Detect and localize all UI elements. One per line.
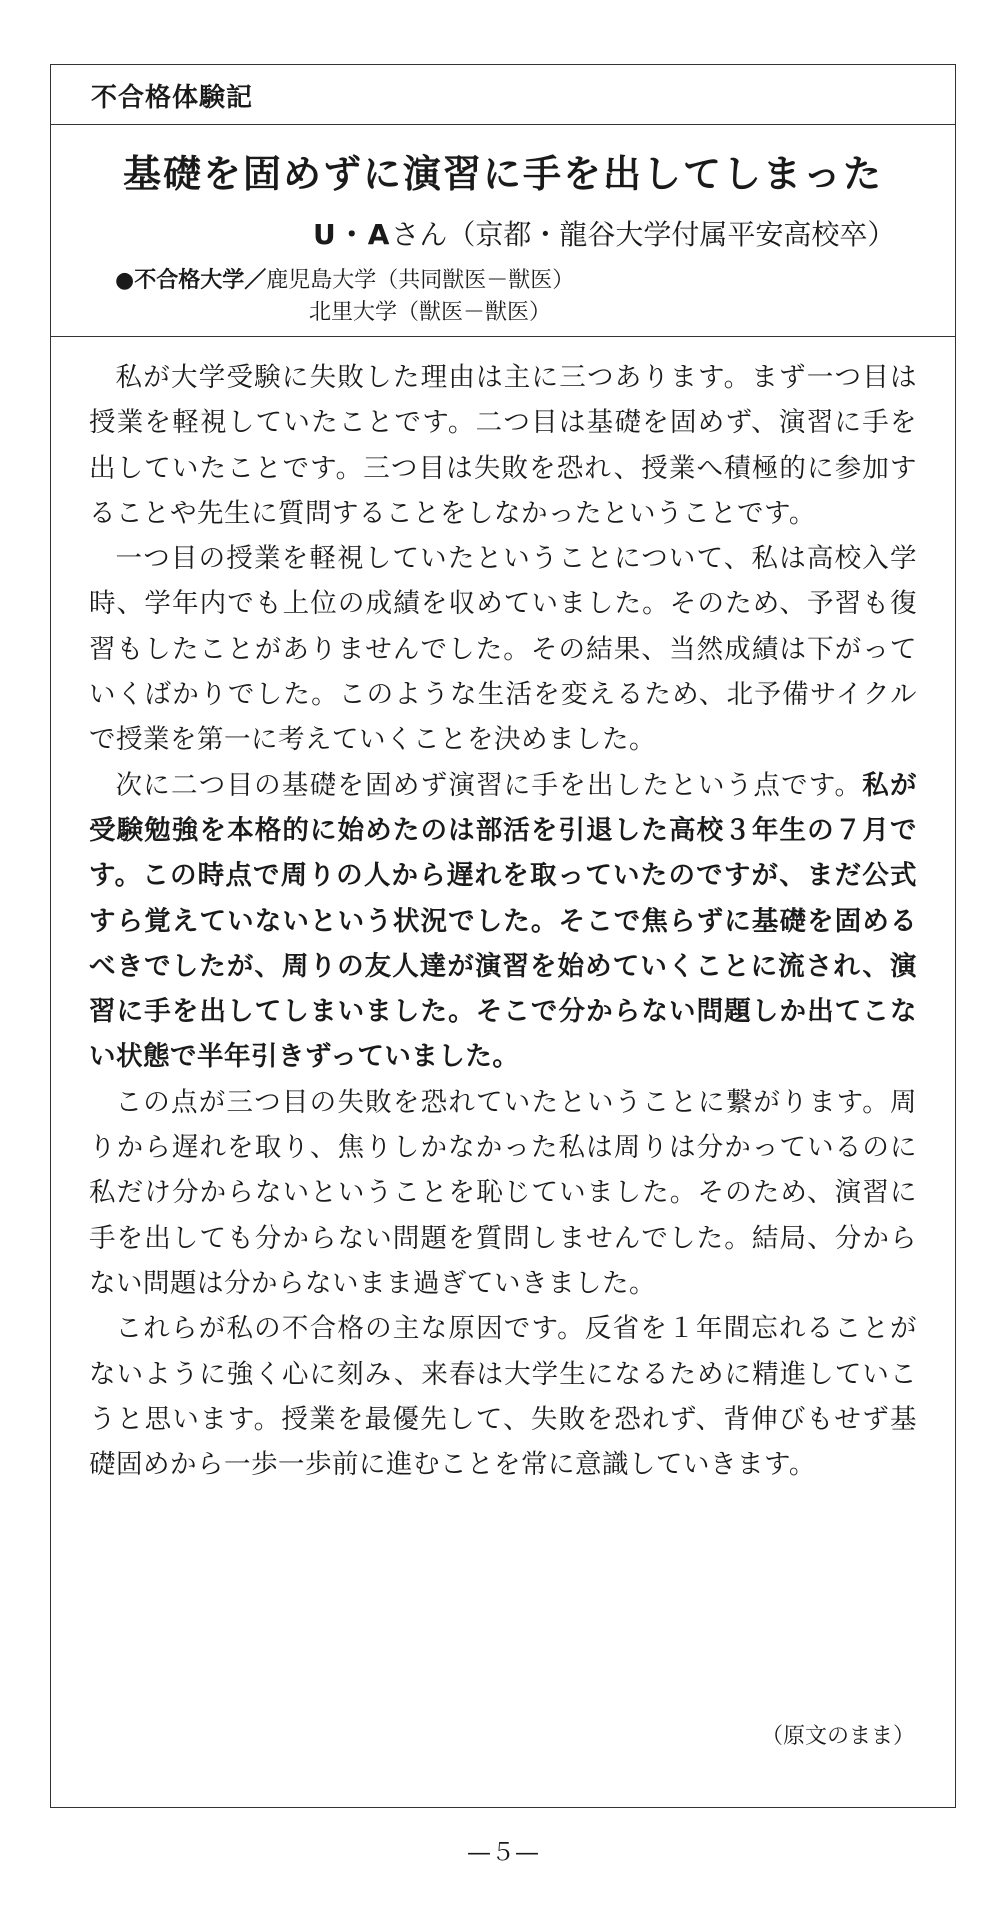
author-affiliation: さん（京都・龍谷大学付属平安高校卒） bbox=[391, 218, 896, 251]
paragraph-text: 次に二つ目の基礎を固めず演習に手を出したという点です。 bbox=[115, 769, 863, 801]
paragraph: この点が三つ目の失敗を恐れていたということに繋がります。周りから遅れを取り、焦りしかなかった私は周りは分かっているのに私だけ分からないということを恥じていました。そのため、演習に手を出しても分からない問題を質問しませんでした。結局、分からない問題は分からないまま過ぎていきました。 bbox=[89, 1086, 917, 1299]
paragraph: 一つ目の授業を軽視していたということについて、私は高校入学時、学年内でも上位の成績を収めていました。そのため、予習も復習もしたことがありませんでした。その結果、当然成績は下がっていくばかりでした。このような生活を変えるため、北予備サイクルで授業を第一に考えていくことを決めました。 bbox=[89, 543, 917, 756]
category-label: 不合格体験記 bbox=[91, 83, 254, 113]
paragraph bbox=[89, 763, 917, 1080]
paragraph: 私が大学受験に失敗した理由は主に三つあります。まず一つ目は授業を軽視していたことです。二つ目は基礎を固めず、演習に手を出していたことです。三つ目は失敗を恐れ、授業へ積極的に参加することや先生に質問することをしなかったということです。 bbox=[89, 362, 917, 529]
failed-school: 鹿児島大学（共同獣医－獣医） bbox=[266, 268, 575, 293]
article-body bbox=[89, 355, 917, 1487]
article-title: 基礎を固めずに演習に手を出してしまった bbox=[122, 152, 883, 196]
failed-school: 北里大学（獣医－獣医） bbox=[309, 300, 552, 325]
category-header bbox=[51, 65, 955, 125]
failed-label: ●不合格大学／ bbox=[115, 268, 267, 293]
author-line bbox=[313, 213, 895, 253]
emphasized-text: 私が受験勉強を本格的に始めたのは部活を引退した高校３年生の７月です。この時点で周りの人から遅れを取っていたのですが、まだ公式すら覚えていないという状況でした。そこで焦らずに基礎を固めるべきでしたが、周りの友人達が演習を始めていくことに流され、演習に手を出してしまいました。そこで分からない問題しか出てこない状態で半年引きずっていました。 bbox=[89, 769, 918, 1073]
author-name: U・A bbox=[313, 218, 392, 251]
article-info bbox=[51, 125, 955, 337]
paragraph: これらが私の不合格の主な原因です。反省を１年間忘れることがないように強く心に刻み、来春は大学生になるために精進していこうと思います。授業を最優先して、失敗を恐れず、背伸びもせず基礎固めから一歩一歩前に進むことを常に意識していきます。 bbox=[89, 1313, 917, 1481]
page-number: —５— bbox=[467, 1838, 539, 1866]
article-frame bbox=[50, 64, 956, 1808]
failed-universities bbox=[115, 265, 574, 329]
original-text-note: （原文のまま） bbox=[760, 1724, 915, 1749]
